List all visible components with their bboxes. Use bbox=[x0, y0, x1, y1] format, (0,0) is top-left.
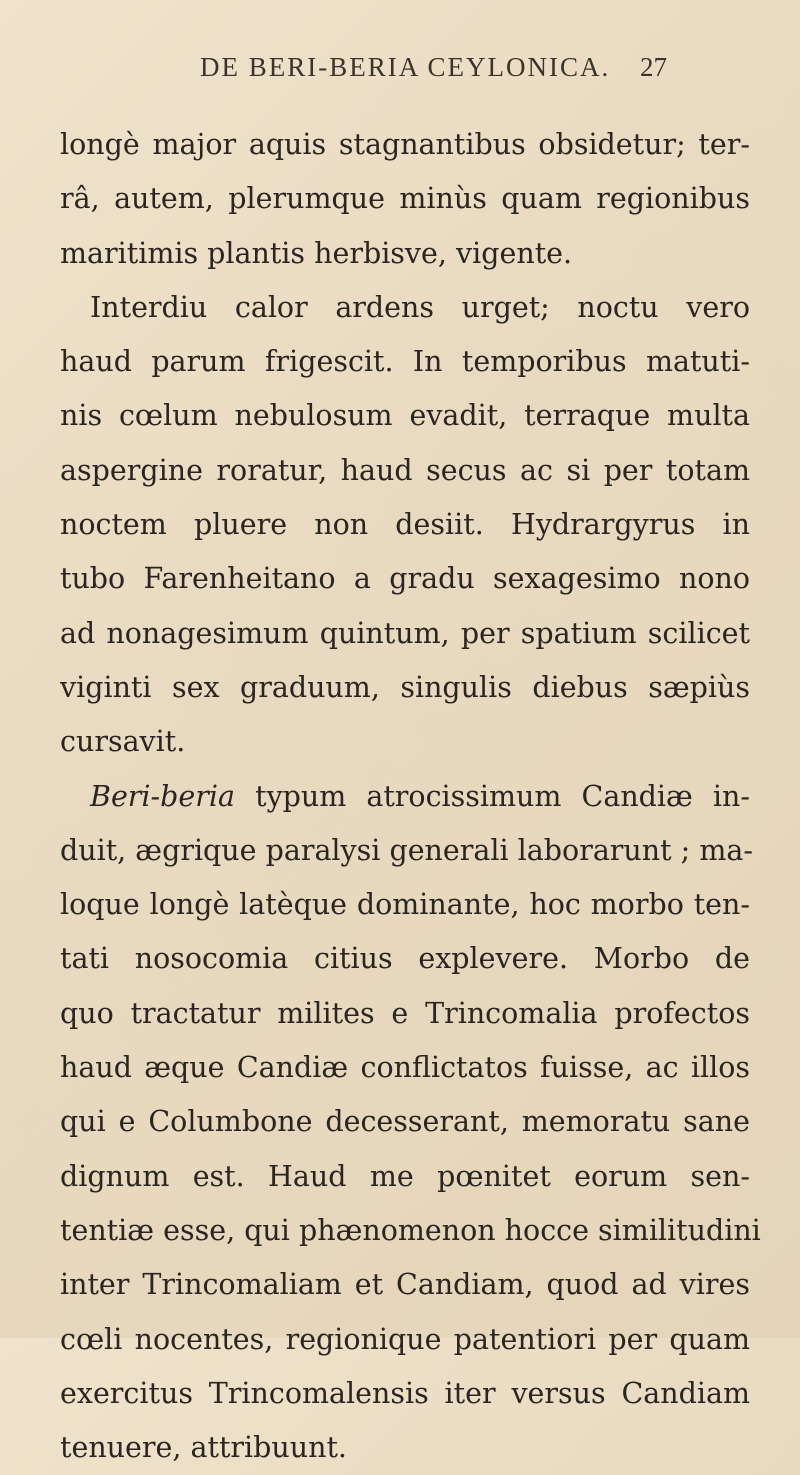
text-line: tentiæ esse, qui phænomenon hocce similitudini bbox=[60, 1213, 761, 1247]
text-line: inter Trincomaliam et Candiam, quod ad vires bbox=[60, 1268, 750, 1302]
text-line: exercitus Trincomalensis iter versus Candiam bbox=[60, 1376, 750, 1410]
text-line: aspergine roratur, haud secus ac si per totam bbox=[60, 453, 750, 487]
text-line: duit, ægrique paralysi generali laborarunt ; ma- bbox=[60, 833, 753, 867]
running-title: DE BERI-BERIA CEYLONICA. bbox=[200, 52, 611, 82]
text-line: dignum est. Haud me pœnitet eorum sen- bbox=[60, 1159, 750, 1193]
text-line: quo tractatur milites e Trincomalia profectos bbox=[60, 996, 750, 1030]
text-line-rest: typum atrocissimum Candiæ in- bbox=[235, 779, 750, 813]
italic-term: Beri-beria bbox=[90, 779, 236, 813]
page-number: 27 bbox=[640, 52, 667, 82]
text-line: loque longè latèque dominante, hoc morbo ten- bbox=[60, 888, 750, 922]
text-line: râ, autem, plerumque minùs quam regionibus bbox=[60, 182, 750, 216]
text-line: maritimis plantis herbisve, vigente. bbox=[60, 236, 573, 270]
text-line: ad nonagesimum quintum, per spatium scilicet bbox=[60, 616, 750, 650]
text-line: cursavit. bbox=[60, 725, 186, 759]
text-line: longè major aquis stagnantibus obsidetur; ter- bbox=[60, 128, 750, 161]
paragraph-opening-line bbox=[60, 770, 750, 824]
body-text bbox=[60, 118, 761, 1475]
text-line: cœli nocentes, regionique patentiori per quam bbox=[60, 1322, 750, 1356]
text-line: haud æque Candiæ conflictatos fuisse, ac illos bbox=[60, 1051, 750, 1085]
text-line: tati nosocomia citius explevere. Morbo de bbox=[60, 942, 750, 976]
text-line: haud parum frigescit. In temporibus matuti- bbox=[60, 345, 750, 379]
text-line: nis cœlum nebulosum evadit, terraque multa bbox=[60, 399, 750, 433]
text-line: tenuere, attribuunt. bbox=[60, 1431, 347, 1465]
running-head bbox=[0, 52, 800, 92]
text-line: qui e Columbone decesserant, memoratu sane bbox=[60, 1105, 750, 1139]
text-line: noctem pluere non desiit. Hydrargyrus in bbox=[60, 508, 750, 542]
text-line: Interdiu calor ardens urget; noctu vero bbox=[90, 290, 750, 324]
text-line: viginti sex graduum, singulis diebus sæpiùs bbox=[60, 670, 750, 704]
text-line: tubo Farenheitano a gradu sexagesimo nono bbox=[60, 562, 750, 596]
